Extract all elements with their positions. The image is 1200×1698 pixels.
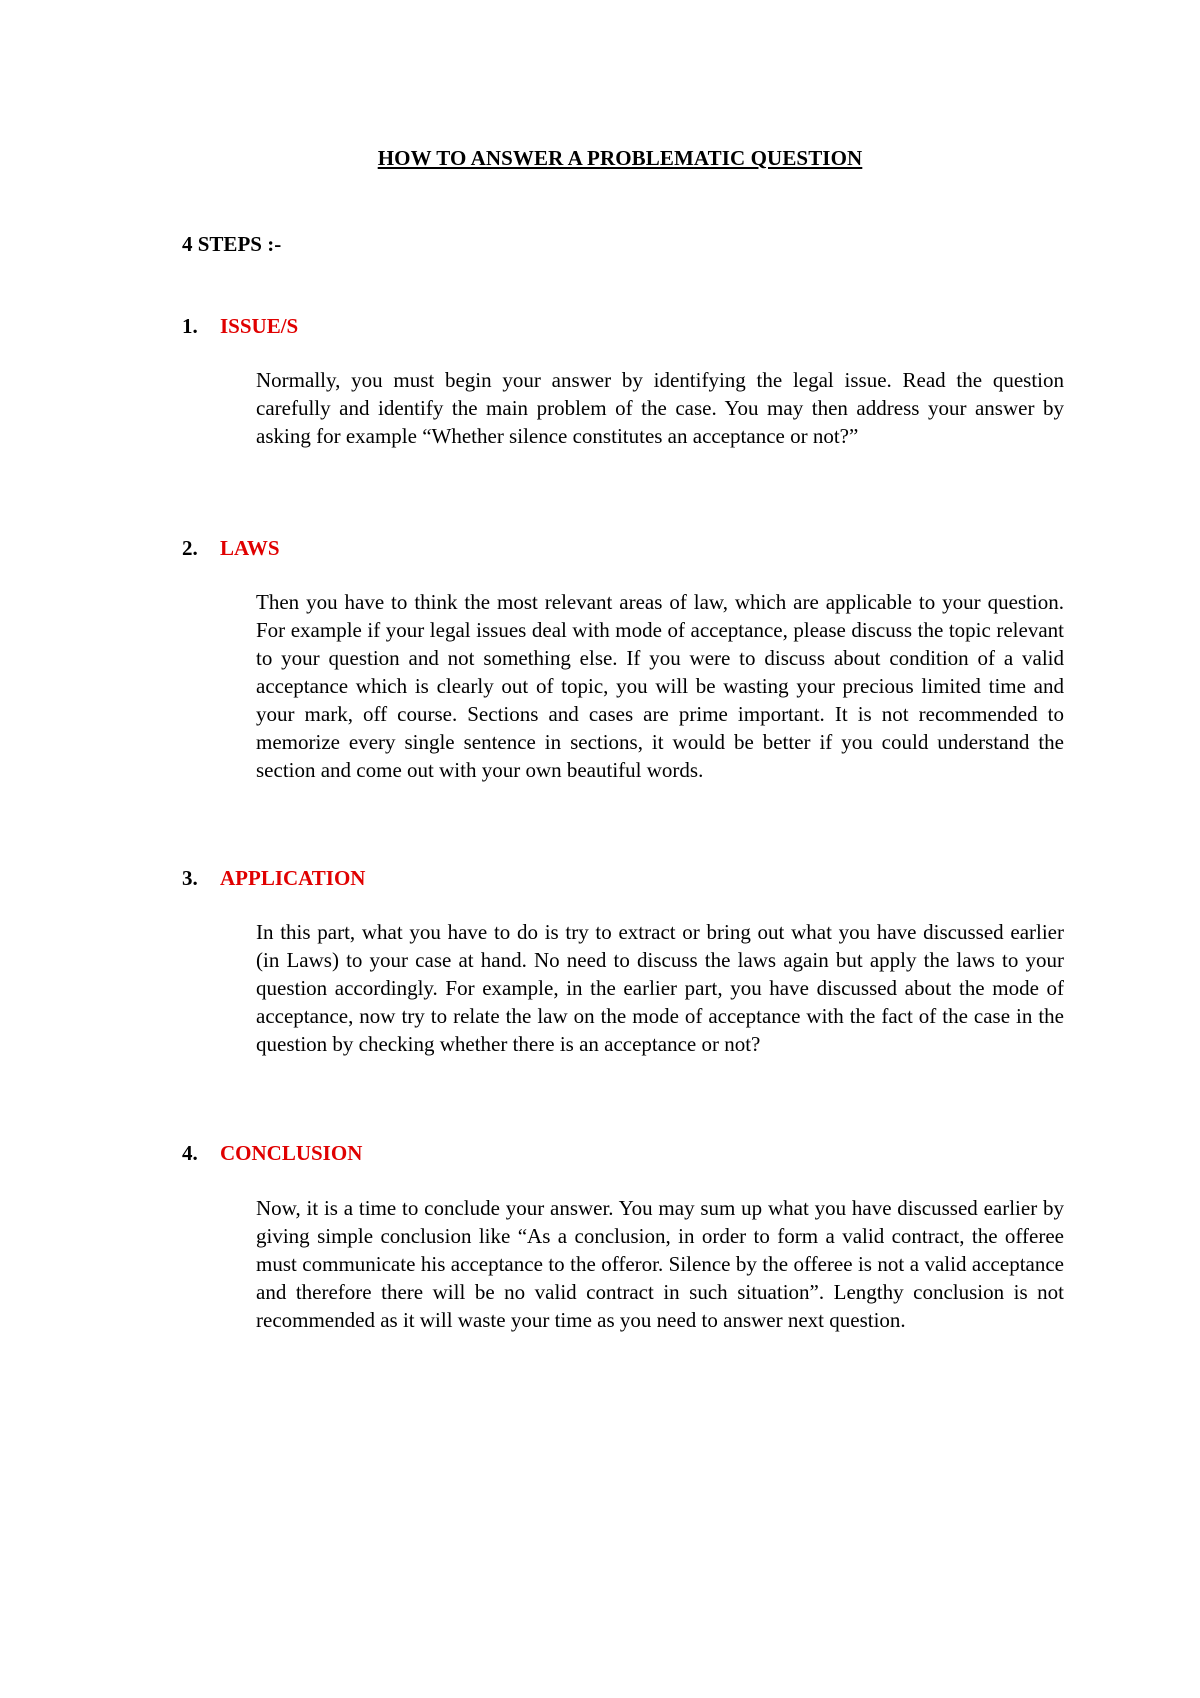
section-label: APPLICATION [220,866,366,890]
section-label: ISSUE/S [220,314,299,338]
section-paragraph-conclusion: Now, it is a time to conclude your answer. You may sum up what you have discussed earlier by giving simple conclusion like “As a conclusion, in order to form a valid contract, the offeree must communicate his acceptance to the offeror. Silence by the offeree is not a valid acceptance and therefore there will be no valid contract in such situation”. Lengthy conclusion is not recommended as it will waste your time as you need to answer next question. [256,1196,1064,1332]
section-number: 4. [182,1141,198,1165]
section-paragraph-issues: Normally, you must begin your answer by identifying the legal issue. Read the question carefully and identify the main problem of the case. You may then address your answer by asking for example “Whether silence constitutes an acceptance or not?” [256,368,1064,448]
section-label: CONCLUSION [220,1141,363,1165]
section-number: 2. [182,536,198,560]
section-label: LAWS [220,536,280,560]
steps-heading: 4 STEPS :- [182,232,282,256]
section-paragraph-laws: Then you have to think the most relevant areas of law, which are applicable to your question. For example if your legal issues deal with mode of acceptance, please discuss the topic relevant to your question and not something else. If you were to discuss about condition of a valid acceptance which is clearly out of topic, you will be wasting your precious limited time and your mark, off course. Sections and cases are prime important. It is not recommended to memorize every single sentence in sections, it would be better if you could understand the section and come out with your own beautiful words. [256,590,1064,782]
document-title: HOW TO ANSWER A PROBLEMATIC QUESTION [377,146,863,170]
section-paragraph-application: In this part, what you have to do is try to extract or bring out what you have discussed earlier (in Laws) to your case at hand. No need to discuss the laws again but apply the laws to your question accordingly. For example, in the earlier part, you have discussed about the mode of acceptance, now try to relate the law on the mode of acceptance with the fact of the case in the question by checking whether there is an acceptance or not? [256,920,1064,1056]
section-heading-application [182,866,365,891]
section-number: 3. [182,866,198,890]
section-heading-issues [182,314,298,339]
section-heading-conclusion [182,1141,362,1166]
section-heading-laws [182,536,280,561]
section-number: 1. [182,314,198,338]
